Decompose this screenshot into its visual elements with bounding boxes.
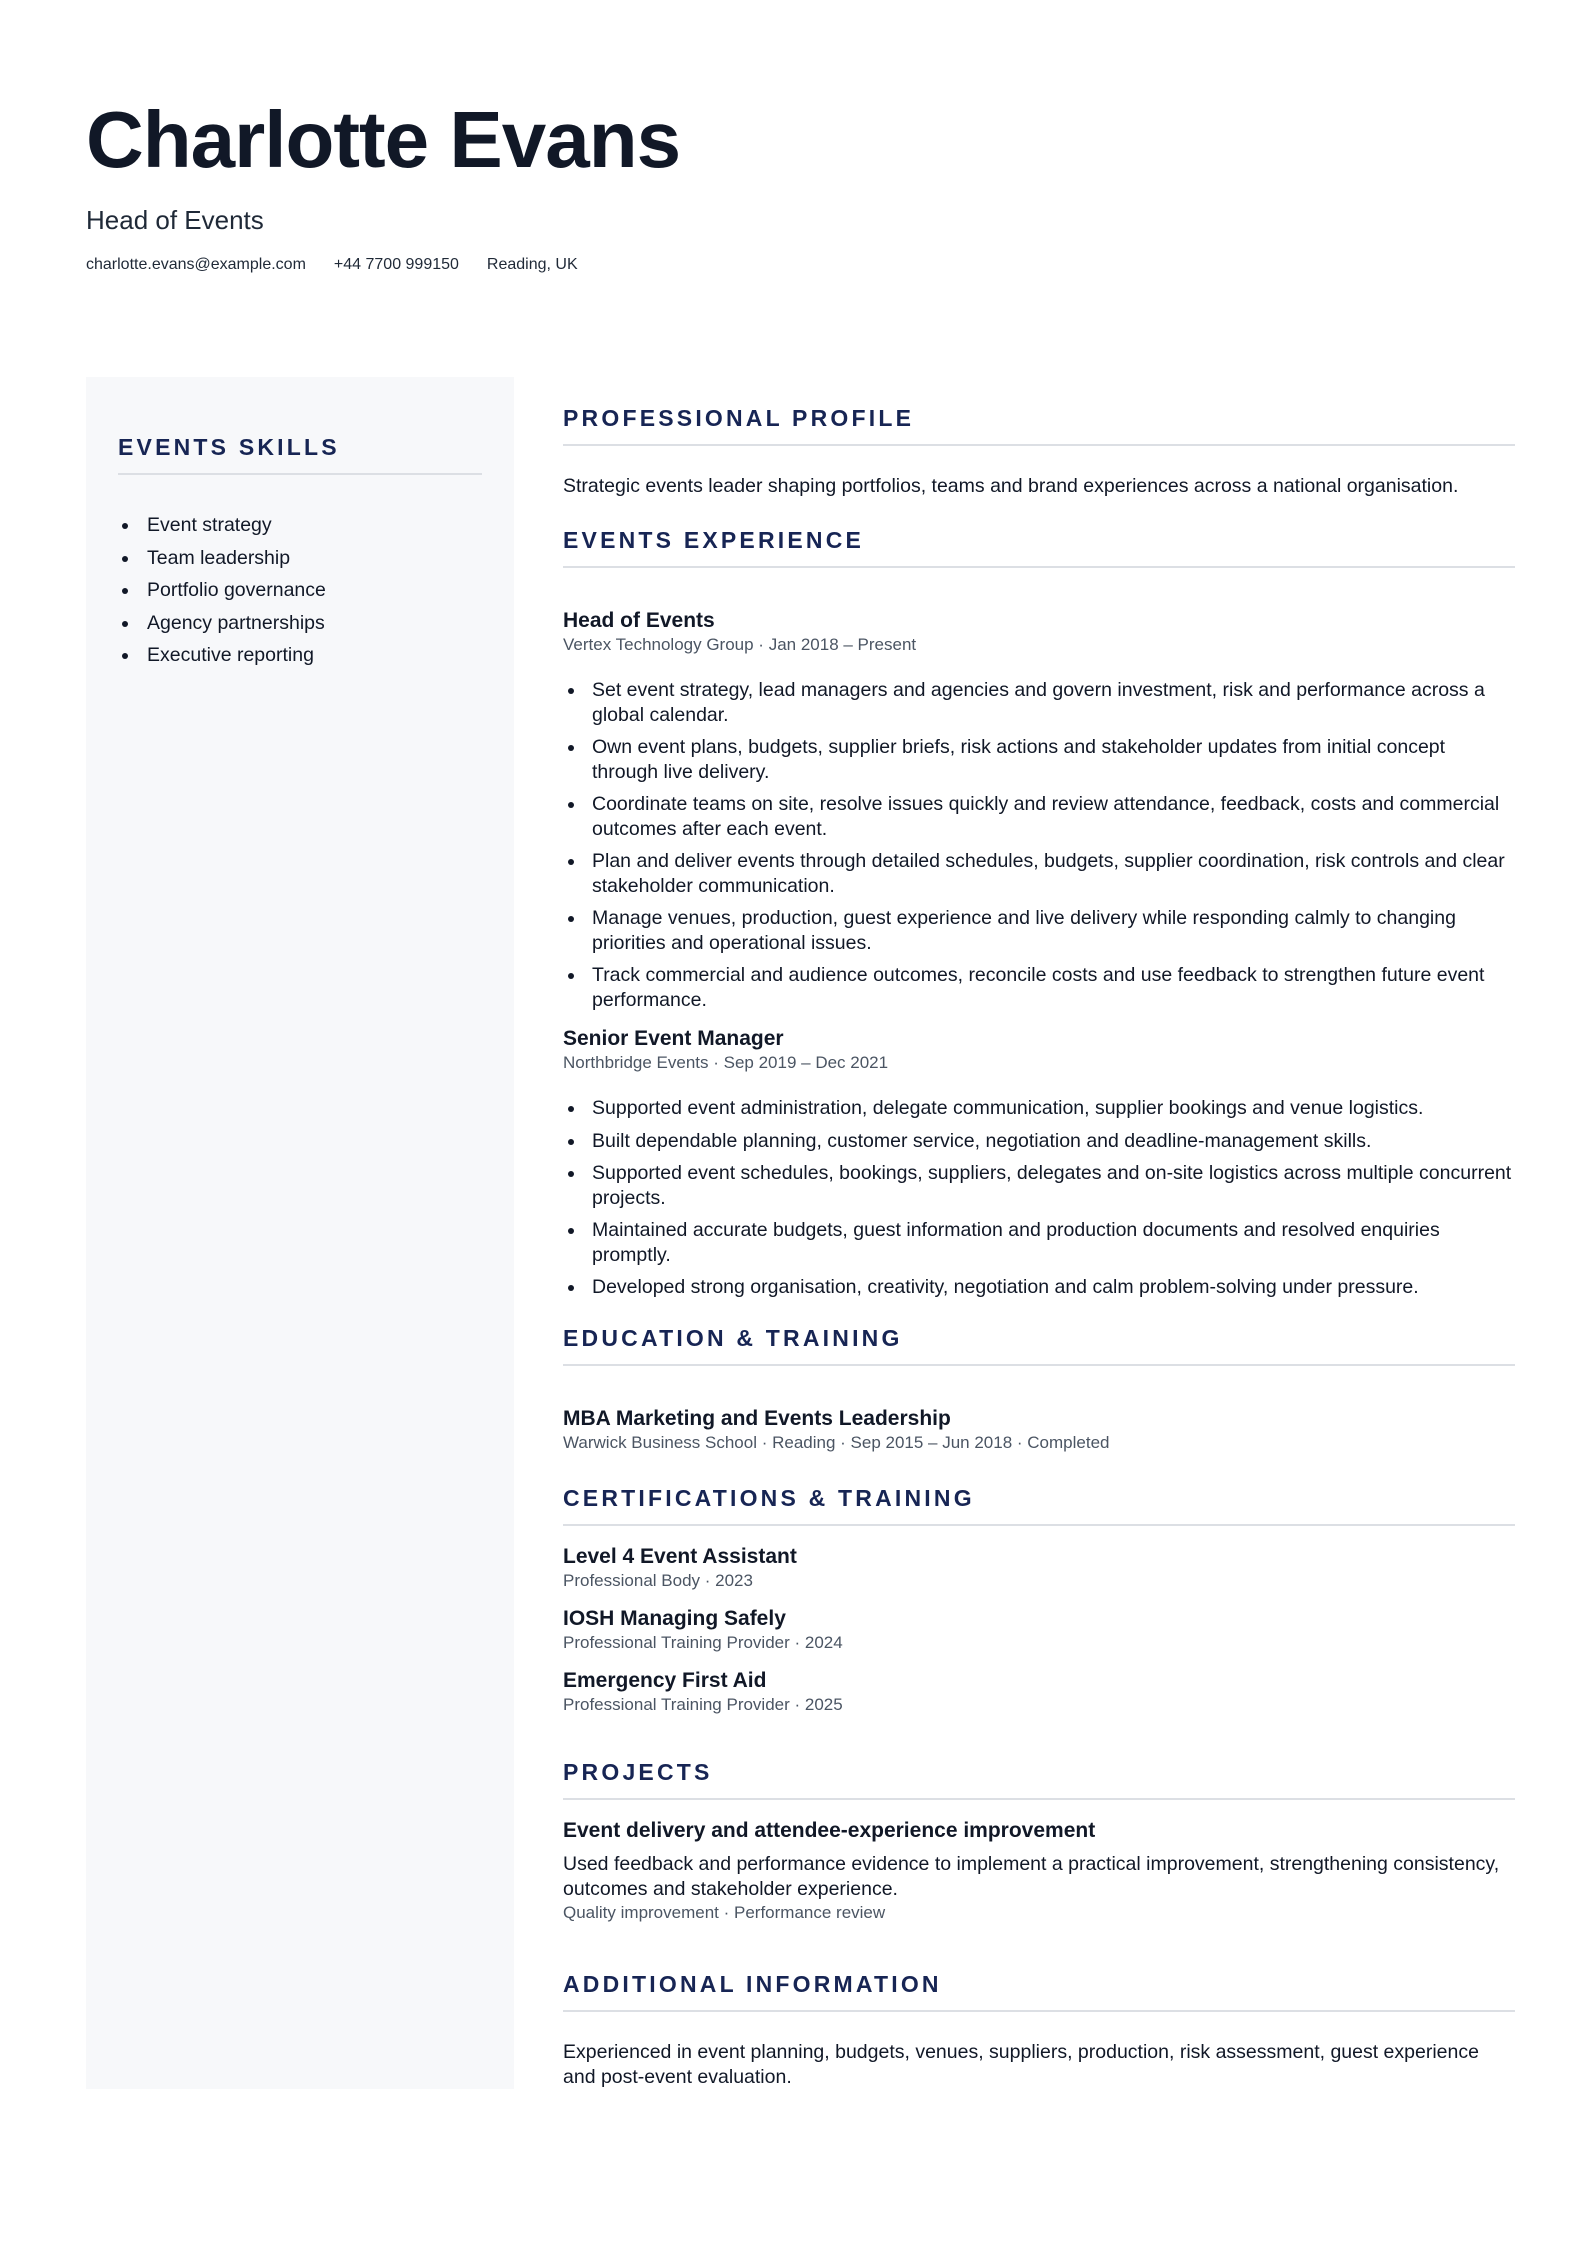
job-bullet: Track commercial and audience outcomes, reconcile costs and use feedback to strengthen future event performance. xyxy=(563,963,1515,1012)
skill-item: Agency partnerships xyxy=(118,607,482,640)
job-bullet: Maintained accurate budgets, guest information and production documents and resolved enquiries promptly. xyxy=(563,1218,1515,1267)
certifications-heading: CERTIFICATIONS & TRAINING xyxy=(563,1484,975,1511)
job-bullet: Developed strong organisation, creativity, negotiation and calm problem-solving under pressure. xyxy=(563,1275,1515,1300)
main-column xyxy=(563,404,1515,2090)
sidebar xyxy=(86,377,514,2089)
skill-item: Event strategy xyxy=(118,509,482,542)
certification-title: Emergency First Aid xyxy=(563,1668,767,1692)
project-entry xyxy=(563,1818,1515,1924)
experience-section xyxy=(563,526,1515,1300)
education-heading: EDUCATION & TRAINING xyxy=(563,1324,903,1351)
job-bullet: Coordinate teams on site, resolve issues quickly and review attendance, feedback, costs and commercial outcomes after each event. xyxy=(563,792,1515,841)
projects-heading: PROJECTS xyxy=(563,1758,713,1785)
project-title: Event delivery and attendee-experience improvement xyxy=(563,1818,1096,1842)
job-bullet: Manage venues, production, guest experience and live delivery while responding calmly to changing priorities and operational issues. xyxy=(563,906,1515,955)
contact-location: Reading, UK xyxy=(486,256,578,273)
job-bullet: Plan and deliver events through detailed schedules, budgets, supplier coordination, risk controls and clear stakeholder communication. xyxy=(563,849,1515,898)
job-bullet: Supported event schedules, bookings, suppliers, delegates and on-site logistics across multiple concurrent projects. xyxy=(563,1161,1515,1210)
certifications-section xyxy=(563,1484,1515,1716)
divider xyxy=(563,2010,1515,2012)
job-title: Senior Event Manager xyxy=(563,1027,784,1050)
profile-text: Strategic events leader shaping portfolios, teams and brand experiences across a national organisation. xyxy=(563,475,1459,497)
job-entry xyxy=(563,1026,1515,1300)
contact-phone[interactable]: +44 7700 999150 xyxy=(333,256,459,273)
additional-text: Experienced in event planning, budgets, venues, suppliers, production, risk assessment, guest experience and post-event evaluation. xyxy=(563,2040,1479,2088)
education-entry xyxy=(563,1406,1515,1454)
divider xyxy=(563,1798,1515,1800)
projects-section xyxy=(563,1758,1515,1924)
skills-heading: EVENTS SKILLS xyxy=(118,434,340,460)
certification-meta: Professional Training Provider · 2024 xyxy=(563,1632,843,1652)
divider xyxy=(563,444,1515,446)
certification-entry xyxy=(563,1668,1515,1716)
job-bullet: Set event strategy, lead managers and agencies and govern investment, risk and performance across a global calendar. xyxy=(563,678,1515,727)
job-title: Head of Events xyxy=(563,609,715,632)
experience-heading: EVENTS EXPERIENCE xyxy=(563,527,865,553)
degree-meta: Warwick Business School · Reading · Sep 2015 – Jun 2018 · Completed xyxy=(563,1432,1110,1452)
certification-title: Level 4 Event Assistant xyxy=(563,1544,797,1568)
divider xyxy=(563,566,1515,568)
divider xyxy=(563,1364,1515,1366)
project-tags: Quality improvement · Performance review xyxy=(563,1902,886,1922)
job-bullet: Built dependable planning, customer service, negotiation and deadline-management skills. xyxy=(563,1129,1515,1154)
additional-section xyxy=(563,1970,1515,2090)
certification-meta: Professional Training Provider · 2025 xyxy=(563,1694,843,1714)
divider xyxy=(563,1524,1515,1526)
profile-section xyxy=(563,404,1515,499)
additional-heading: ADDITIONAL INFORMATION xyxy=(563,1970,942,1997)
candidate-role: Head of Events xyxy=(86,205,264,235)
job-bullets xyxy=(563,678,1515,1012)
job-meta: Northbridge Events · Sep 2019 – Dec 2021 xyxy=(563,1053,889,1072)
project-description: Used feedback and performance evidence to implement a practical improvement, strengthening consistency, outcomes and stakeholder experience. xyxy=(563,1852,1500,1900)
job-entry xyxy=(563,608,1515,1012)
skills-list xyxy=(118,509,482,672)
job-bullet: Own event plans, budgets, supplier briefs, risk actions and stakeholder updates from initial concept through live delivery. xyxy=(563,735,1515,784)
contact-row xyxy=(86,256,1506,274)
divider xyxy=(118,473,482,475)
skill-item: Executive reporting xyxy=(118,639,482,672)
job-meta: Vertex Technology Group · Jan 2018 – Present xyxy=(563,635,917,654)
certification-title: IOSH Managing Safely xyxy=(563,1606,786,1630)
profile-heading: PROFESSIONAL PROFILE xyxy=(563,405,915,431)
certification-entry xyxy=(563,1544,1515,1592)
candidate-name: Charlotte Evans xyxy=(86,95,681,184)
job-bullets xyxy=(563,1096,1515,1300)
certification-entry xyxy=(563,1606,1515,1654)
skill-item: Team leadership xyxy=(118,542,482,575)
resume-header xyxy=(86,96,1506,274)
degree-title: MBA Marketing and Events Leadership xyxy=(563,1406,951,1430)
job-bullet: Supported event administration, delegate communication, supplier bookings and venue logistics. xyxy=(563,1096,1515,1121)
education-section xyxy=(563,1324,1515,1454)
certification-meta: Professional Body · 2023 xyxy=(563,1570,753,1590)
contact-email[interactable]: charlotte.evans@example.com xyxy=(86,256,306,273)
skill-item: Portfolio governance xyxy=(118,574,482,607)
